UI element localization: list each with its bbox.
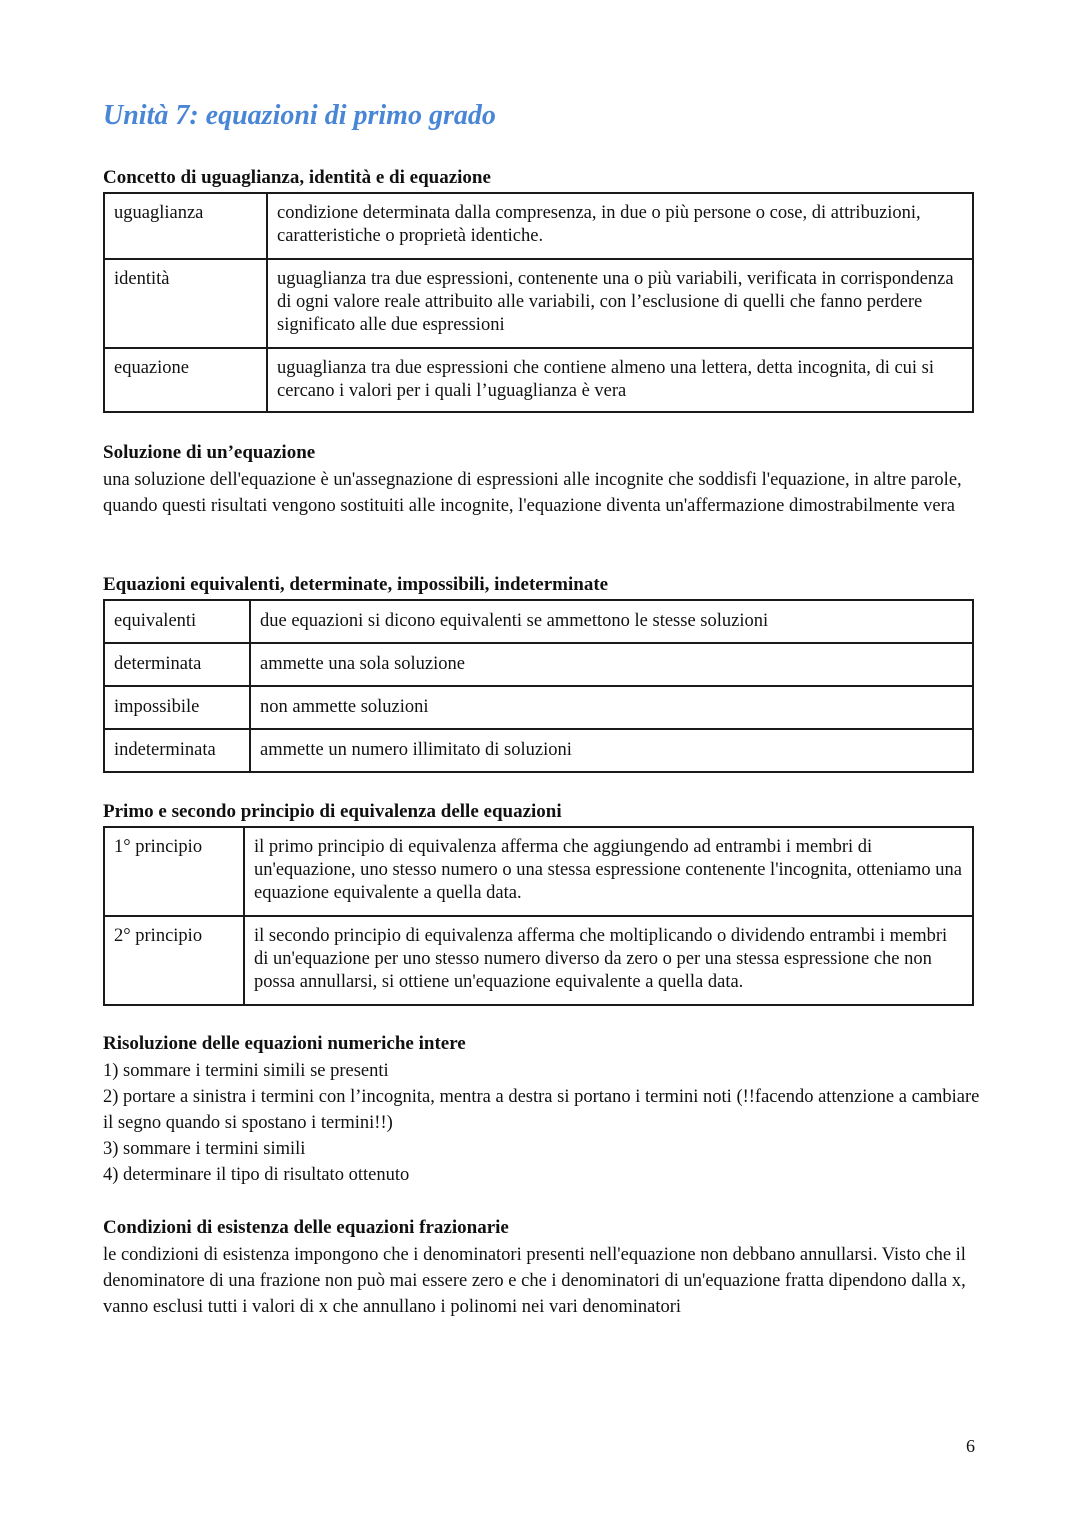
- paragraph: le condizioni di esistenza impongono che i denominatori presenti nell'equazione non debbano annullarsi. Visto che il denominatore di una frazione non può mai essere zero e che i denominatori di un'equazione fratta dipendono dalla x, vanno esclusi tutti i valori di x che annullano i polinomi nei vari denominatori: [103, 1245, 966, 1317]
- page-title: Unità 7: equazioni di primo grado: [103, 100, 496, 131]
- term-cell: identità: [104, 259, 267, 348]
- term-cell: 2° principio: [104, 916, 244, 1005]
- definition-cell: uguaglianza tra due espressioni che contiene almeno una lettera, detta incognita, di cui si cercano i valori per i quali l’uguaglianza è vera: [267, 348, 973, 412]
- page-number: 6: [966, 1436, 975, 1456]
- section-condizioni: [103, 1216, 983, 1320]
- definition-cell: condizione determinata dalla compresenza, in due o più persone o cose, di attribuzioni, caratteristiche o proprietà identiche.: [267, 193, 973, 259]
- table-row: [104, 729, 973, 772]
- definition-cell: ammette una sola soluzione: [250, 643, 973, 686]
- definition-cell: il secondo principio di equivalenza afferma che moltiplicando o dividendo entrambi i membri di un'equazione per uno stesso numero diverso da zero o per una stessa espressione che non possa annullarsi, si ottiene un'equazione equivalente a quella data.: [244, 916, 973, 1005]
- table-row: [104, 643, 973, 686]
- term-cell: uguaglianza: [104, 193, 267, 259]
- definition-cell: due equazioni si dicono equivalenti se ammettono le stesse soluzioni: [250, 600, 973, 643]
- definition-cell: ammette un numero illimitato di soluzioni: [250, 729, 973, 772]
- section-soluzione: [103, 441, 983, 519]
- term-cell: equivalenti: [104, 600, 250, 643]
- section-heading: Risoluzione delle equazioni numeriche intere: [103, 1033, 466, 1054]
- step-item: 1) sommare i termini simili se presenti: [103, 1061, 389, 1081]
- definitions-table: [103, 826, 974, 1006]
- step-item: 3) sommare i termini simili: [103, 1139, 306, 1159]
- section-risoluzione: [103, 1032, 983, 1188]
- table-row: [104, 916, 973, 1005]
- step-item: 4) determinare il tipo di risultato ottenuto: [103, 1165, 410, 1185]
- section-heading: Concetto di uguaglianza, identità e di equazione: [103, 167, 491, 188]
- term-cell: indeterminata: [104, 729, 250, 772]
- table-row: [104, 600, 973, 643]
- term-cell: 1° principio: [104, 827, 244, 916]
- step-item: 2) portare a sinistra i termini con l’incognita, mentra a destra si portano i termini noti (!!facendo attenzione a cambiare il segno quando si spostano i termini!!): [103, 1087, 980, 1133]
- section-heading: Primo e secondo principio di equivalenza delle equazioni: [103, 801, 562, 822]
- definition-cell: non ammette soluzioni: [250, 686, 973, 729]
- section-heading: Equazioni equivalenti, determinate, impossibili, indeterminate: [103, 574, 609, 595]
- definition-cell: il primo principio di equivalenza afferma che aggiungendo ad entrambi i membri di un'equazione, uno stesso numero o una stessa espressione contenente l'incognita, otteniamo una equazione equivalente a quella data.: [244, 827, 973, 916]
- definitions-table: [103, 599, 974, 773]
- section-heading: Soluzione di un’equazione: [103, 442, 316, 463]
- term-cell: equazione: [104, 348, 267, 412]
- table-row: [104, 827, 973, 916]
- section-heading: Condizioni di esistenza delle equazioni frazionarie: [103, 1217, 509, 1238]
- definition-cell: uguaglianza tra due espressioni, contenente una o più variabili, verificata in corrispondenza di ogni valore reale attribuito alle variabili, con l’esclusione di quelli che fanno perdere significato alle due espressioni: [267, 259, 973, 348]
- term-cell: determinata: [104, 643, 250, 686]
- table-row: [104, 348, 973, 412]
- paragraph: una soluzione dell'equazione è un'assegnazione di espressioni alle incognite che soddisfi l'equazione, in altre parole, quando questi risultati vengono sostituiti alle incognite, l'equazione diventa un'affermazione dimostrabilmente vera: [103, 470, 962, 516]
- section-principi: [103, 800, 983, 1006]
- section-concetto: [103, 166, 983, 413]
- definitions-table: [103, 192, 974, 413]
- table-row: [104, 686, 973, 729]
- section-tipi: [103, 573, 983, 773]
- table-row: [104, 259, 973, 348]
- term-cell: impossibile: [104, 686, 250, 729]
- table-row: [104, 193, 973, 259]
